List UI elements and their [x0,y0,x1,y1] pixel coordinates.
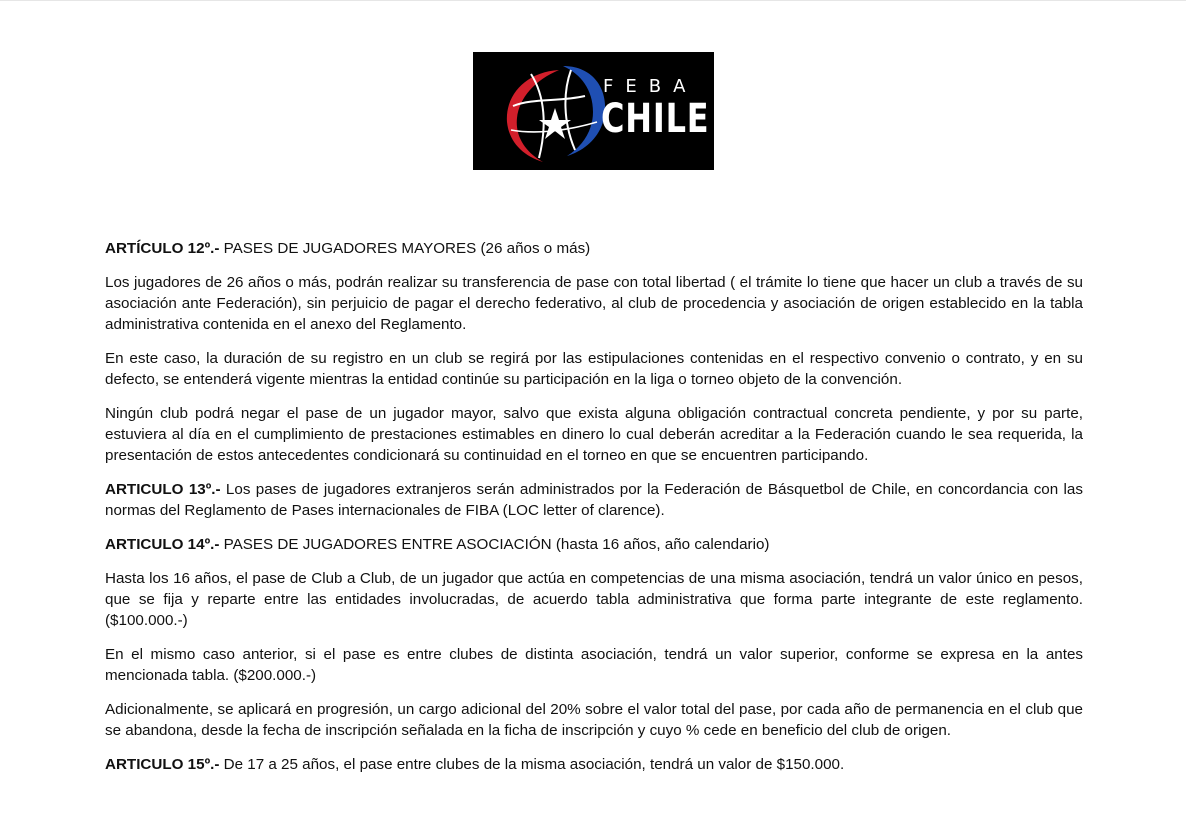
logo-word-chile: CHILE [601,96,710,142]
article-14-paragraph-1: Hasta los 16 años, el pase de Club a Club, de un jugador que actúa en competencias de una misma asociación, tendrá un valor único en pesos, que se fija y reparte entre las entidades involucradas, de acuerdo tabla administrativa que forma parte integrante de este reglamento. ($100.000.-) [105,570,1083,629]
document-body [105,238,1083,788]
article-14-paragraph-2: En el mismo caso anterior, si el pase es entre clubes de distinta asociación, tendrá un valor superior, conforme se expresa en la antes mencionada tabla. ($200.000.-) [105,646,1083,684]
article-label: ARTÍCULO 12º.- [105,240,220,257]
article-label: ARTICULO 14º.- [105,536,220,553]
article-title: PASES DE JUGADORES MAYORES (26 años o más) [223,240,591,257]
article-title: PASES DE JUGADORES ENTRE ASOCIACIÓN (hasta 16 años, año calendario) [223,536,770,553]
article-12-paragraph-3: Ningún club podrá negar el pase de un jugador mayor, salvo que exista alguna obligación contractual concreta pendiente, y por su parte, estuviera al día en el cumplimiento de prestaciones estimables en dinero lo cual deberán acreditar a la Federación cuando le sea requerida, la presentación de estos antecedentes condicionará su continuidad en el torneo en que se encuentren participando. [105,405,1083,464]
article-12-paragraph-1: Los jugadores de 26 años o más, podrán realizar su transferencia de pase con total libertad ( el trámite lo tiene que hacer un club a través de su asociación ante Federación), sin perjuicio de pagar el derecho federativo, al club de procedencia y asociación de origen establecido en la tabla administrativa contenida en el anexo del Reglamento. [105,274,1083,333]
article-label: ARTICULO 13º.- [105,481,221,498]
article-text: Los pases de jugadores extranjeros serán administrados por la Federación de Básquetbol de Chile, en concordancia con las normas del Reglamento de Pases internacionales de FIBA (LOC letter of clarence). [105,481,1083,519]
article-12-paragraph-2: En este caso, la duración de su registro en un club se regirá por las estipulaciones contenidas en el respectivo convenio o contrato, y en su defecto, se entenderá vigente mientras la entidad continúe su participación en la liga o torneo objeto de la convención. [105,350,1083,388]
logo-word-feba: FEBA [603,76,698,97]
article-15-heading [105,754,1083,775]
article-14-heading [105,534,1083,555]
article-text: De 17 a 25 años, el pase entre clubes de la misma asociación, tendrá un valor de $150.000. [223,756,845,773]
article-label: ARTICULO 15º.- [105,756,220,773]
article-13-heading [105,479,1083,521]
feba-chile-logo [473,52,714,170]
page-top-edge [0,0,1186,1]
article-12-heading [105,238,1083,259]
article-14-paragraph-3: Adicionalmente, se aplicará en progresión, un cargo adicional del 20% sobre el valor total del pase, por cada año de permanencia en el club que se abandona, desde la fecha de inscripción señalada en la ficha de inscripción y cuyo % cede en beneficio del club de origen. [105,701,1083,739]
